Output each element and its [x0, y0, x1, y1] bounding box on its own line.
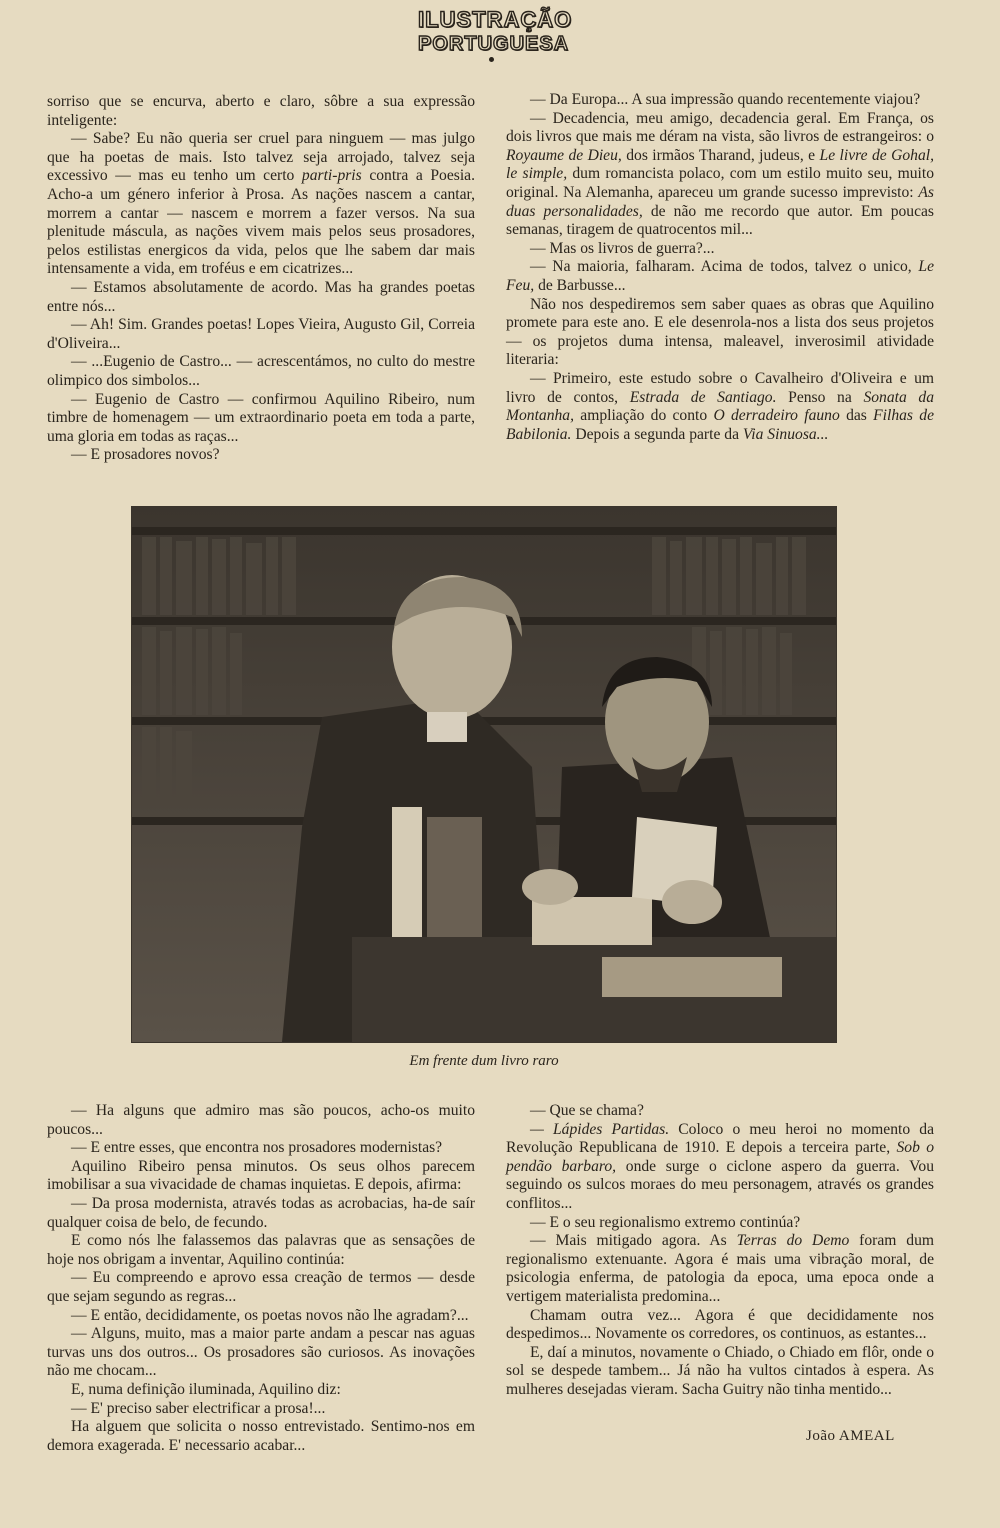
paragraph: — E o seu regionalismo extremo continúa? — [530, 1213, 801, 1231]
photo-caption: Em frente dum livro raro — [409, 1053, 559, 1069]
paragraph: — Mais mitigado agora. As Terras do Demo foram dum regionalismo extenuante. Agora é mais uma vibração moral, de psicologia enferma, de patologia da epoca, uma epoca onde a vertigem materialista predomina... — [506, 1232, 934, 1305]
paragraph: — Lápides Partidas. Coloco o meu heroi no momento da Revolução Republicana de 1910. E depois a terceira parte, Sob o pendão barbaro, onde surge o ciclone aspero da guerra. Vou seguindo os sulcos moraes do meu personagem, através os grandes conflitos... — [506, 1120, 935, 1212]
paragraph: Ha alguem que solicita o nosso entrevistado. Sentimo-nos em demora exagerada. E' necessario acabar... — [47, 1418, 475, 1454]
paragraph: — Alguns, muito, mas a maior parte andam a pescar nas aguas turvas uns dos outros... Os prosadores são curiosos. As inovações não me chocam... — [47, 1325, 475, 1380]
masthead-dot-icon — [489, 57, 494, 62]
paragraph: E, numa definição iluminada, Aquilino diz: — [71, 1380, 341, 1398]
photo-illustration — [132, 507, 836, 1042]
masthead-logo — [418, 7, 573, 62]
column-bottom-left — [47, 1102, 475, 1455]
paragraph: — Que se chama? — [530, 1102, 644, 1119]
paragraph: — Da prosa modernista, através todas as acrobacias, ha-de saír qualquer coisa de belo, de fecundo. — [47, 1194, 475, 1231]
column-top-left — [47, 93, 475, 465]
paragraph: Aquilino Ribeiro pensa minutos. Os seus olhos parecem imobilisar a sua vivacidade de chamas inquietas. E depois, afirma: — [47, 1157, 475, 1194]
paragraph: Chamam outra vez... Agora é que decididamente nos despedimos... Novamente os corredores, os continuos, as estantes... — [506, 1306, 934, 1343]
paragraph: — E prosadores novos? — [71, 446, 220, 464]
paragraph: — Decadencia, meu amigo, decadencia geral. Em França, os dois livros que mais me déram na vista, são livros de estrangeiros: o Royaume de Dieu, dos irmãos Tharand, judeus, e Le livre de Gohal, le simple, dum romancista polaco, com um estilo muito seu, muito original. Na Alemanha, apareceu um grande sucesso imprevisto: As duas personalidades, de não me recordo que autor. Em poucas semanas, tiragem de quatrocentos mil... — [506, 109, 934, 239]
column-top-right — [506, 91, 934, 444]
paragraph: — Ha alguns que admiro mas são poucos, acho-os muito poucos... — [47, 1102, 475, 1138]
author-signature: João AMEAL — [806, 1428, 895, 1444]
paragraph: E, daí a minutos, novamente o Chiado, o Chiado em flôr, onde o sol se despede tambem... Já não ha vultos cintados à espera. As mulheres desejadas vieram. Sacha Guitry não tinha mentido... — [506, 1343, 934, 1398]
paragraph: — E' preciso saber electrificar a prosa!... — [71, 1399, 326, 1417]
paragraph: — E entre esses, que encontra nos prosadores modernistas? — [71, 1139, 443, 1157]
paragraph: — Eugenio de Castro — confirmou Aquilino Ribeiro, num timbre de homenagem — um extraordinario poeta em toda a parte, uma gloria em todas as raças... — [47, 390, 475, 445]
paragraph: — Primeiro, este estudo sobre o Cavalheiro d'Oliveira e um livro de contos, Estrada de Santiago. Penso na Sonata da Montanha, ampliação do conto O derradeiro fauno das Filhas de Babilonia. Depois a segunda parte da Via Sinuosa... — [506, 369, 934, 443]
paragraph: sorriso que se encurva, aberto e claro, sôbre a sua expressão inteligente: — [47, 93, 475, 129]
paragraph: — Na maioria, falharam. Acima de todos, talvez o unico, Le Feu, de Barbusse... — [506, 258, 934, 294]
masthead-line-2: PORTUGUESA — [418, 33, 570, 55]
paragraph: — E então, decididamente, os poetas novos não lhe agradam?... — [71, 1306, 469, 1324]
paragraph: — Sabe? Eu não queria ser cruel para ninguem — mas julgo que ha poetas de mais. Isto talvez seja arrojado, talvez seja excessivo — mas eu tenho um certo parti-pris contra a Poesia. Acho-a um género inferior à Prosa. As nações nascem a cantar, morrem a cantar — nascem e morrem a fazer versos. Na sua plenitude máscula, as nações vivem mais pelos seus prosadores, pelos estilistas energicos da vida, pelos que lhe sabem dar mais intensamente a vida, em troféus e em cicatrizes... — [47, 130, 475, 278]
column-bottom-right — [506, 1102, 934, 1400]
paragraph: E como nós lhe falassemos das palavras que as sensações de hoje nos obrigam a inventar, Aquilino continúa: — [47, 1232, 475, 1268]
paragraph: — ...Eugenio de Castro... — acrescentámos, no culto do mestre olimpico dos simbolos... — [47, 353, 475, 389]
paragraph: — Ah! Sim. Grandes poetas! Lopes Vieira, Augusto Gil, Correia d'Oliveira... — [47, 316, 475, 352]
paragraph: Não nos despediremos sem saber quaes as obras que Aquilino promete para este ano. E ele desenrola-nos a lista dos seus projetos — os projetos duma intensa, maleavel, inverosimil atividade literaria: — [506, 295, 934, 369]
paragraph: — Da Europa... A sua impressão quando recentemente viajou? — [530, 91, 921, 108]
masthead-line-1: ILUSTRAÇÃO — [418, 7, 573, 32]
paragraph: — Estamos absolutamente de acordo. Mas ha grandes poetas entre nós... — [47, 278, 475, 315]
paragraph: — Mas os livros de guerra?... — [530, 239, 715, 257]
photograph-two-men-with-book — [132, 507, 836, 1042]
paragraph: — Eu compreendo e aprovo essa creação de termos — desde que sejam segundo as regras... — [47, 1269, 475, 1305]
